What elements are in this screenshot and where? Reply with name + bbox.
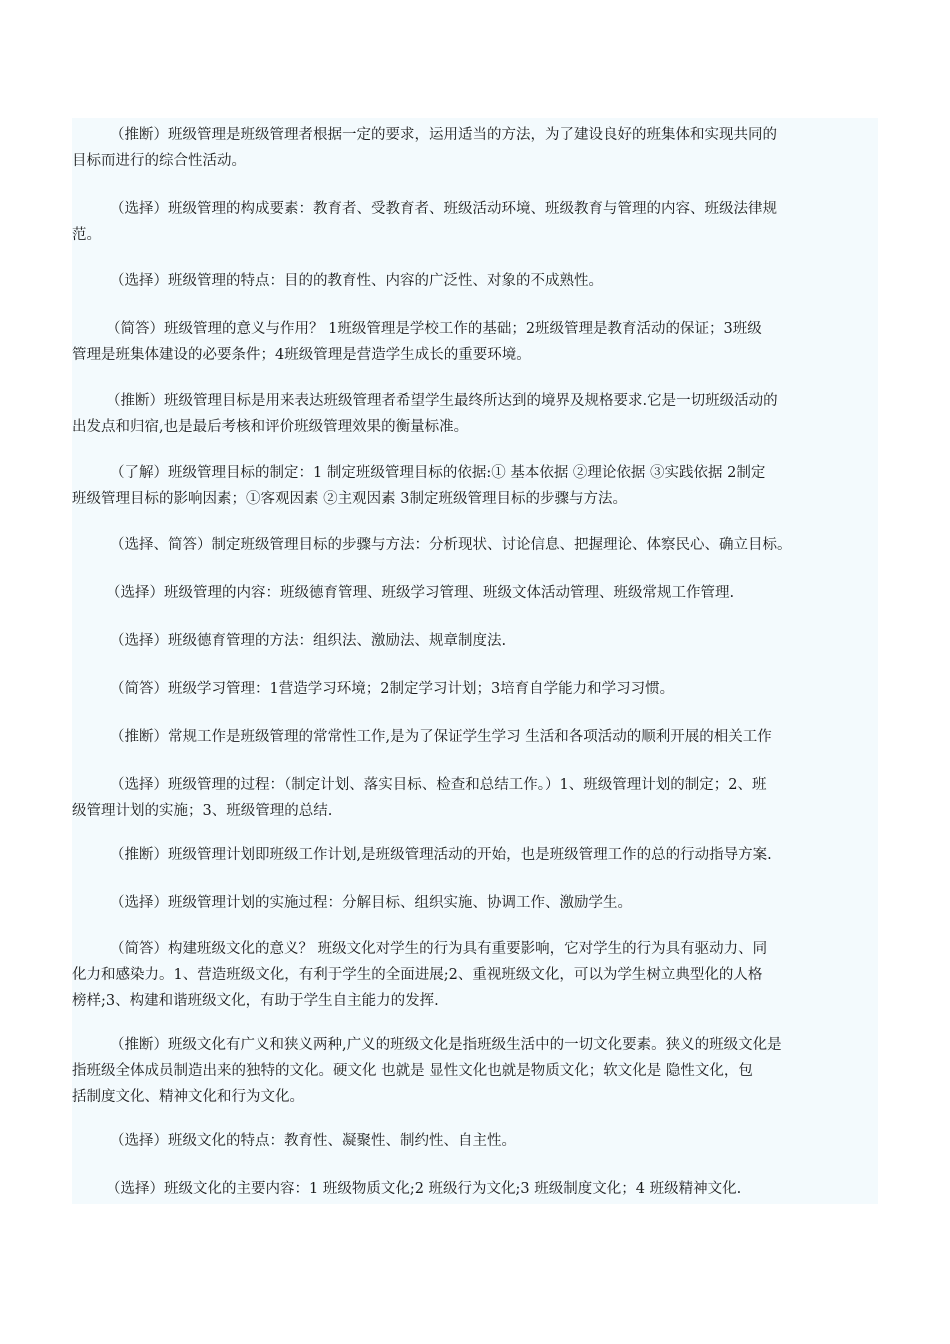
paragraph-10-line-1: （简答）班级学习管理：1营造学习环境；2制定学习计划；3培育自学能力和学习习惯。 <box>110 681 675 697</box>
document-body <box>72 118 878 1204</box>
paragraph-8 <box>72 580 878 606</box>
paragraph-1-line-2: 目标而进行的综合性活动。 <box>72 153 246 169</box>
paragraph-10 <box>72 676 878 702</box>
paragraph-2-line-1: （选择）班级管理的构成要素：教育者、受教育者、班级活动环境、班级教育与管理的内容、班级法律规 <box>110 201 777 217</box>
paragraph-12-line-1: （选择）班级管理的过程：（制定计划、落实目标、检查和总结工作。）1、班级管理计划的制定；2、班 <box>110 777 767 793</box>
paragraph-12 <box>72 772 878 824</box>
paragraph-17 <box>72 1128 878 1154</box>
paragraph-16-line-1: （推断）班级文化有广义和狭义两种,广义的班级文化是指班级生活中的一切文化要素。狭义的班级文化是 <box>110 1037 782 1053</box>
paragraph-1 <box>72 122 878 174</box>
paragraph-6 <box>72 460 878 512</box>
paragraph-9-line-1: （选择）班级德育管理的方法：组织法、激励法、规章制度法. <box>110 633 507 649</box>
paragraph-7 <box>72 532 878 558</box>
paragraph-9 <box>72 628 878 654</box>
paragraph-5 <box>72 388 878 440</box>
paragraph-18 <box>72 1176 878 1202</box>
paragraph-18-line-1: （选择）班级文化的主要内容：1 班级物质文化;2 班级行为文化;3 班级制度文化；4 班级精神文化. <box>106 1181 742 1197</box>
paragraph-14-line-1: （选择）班级管理计划的实施过程：分解目标、组织实施、协调工作、激励学生。 <box>110 895 632 911</box>
paragraph-17-line-1: （选择）班级文化的特点：教育性、凝聚性、制约性、自主性。 <box>110 1133 516 1149</box>
paragraph-7-line-1: （选择、简答）制定班级管理目标的步骤与方法：分析现状、讨论信息、把握理论、体察民心、确立目标。 <box>110 537 792 553</box>
paragraph-6-line-1: （了解）班级管理目标的制定：1 制定班级管理目标的依据:① 基本依据 ②理论依据 ③实践依据 2制定 <box>110 465 766 481</box>
paragraph-16 <box>72 1032 878 1110</box>
paragraph-2-line-2: 范。 <box>72 227 101 243</box>
paragraph-16-line-2: 指班级全体成员制造出来的独特的文化。硬文化 也就是 显性文化也就是物质文化；软文化是 隐性文化，包 <box>72 1063 753 1079</box>
paragraph-4-line-1: （简答）班级管理的意义与作用？ 1班级管理是学校工作的基础；2班级管理是教育活动的保证；3班级 <box>106 321 762 337</box>
paragraph-15 <box>72 936 878 1014</box>
paragraph-14 <box>72 890 878 916</box>
paragraph-11-line-1: （推断）常规工作是班级管理的常常性工作,是为了保证学生学习 生活和各项活动的顺利开展的相关工作 <box>110 729 772 745</box>
paragraph-2 <box>72 196 878 248</box>
paragraph-16-line-3: 括制度文化、精神文化和行为文化。 <box>72 1089 304 1105</box>
paragraph-3-line-1: （选择）班级管理的特点：目的的教育性、内容的广泛性、对象的不成熟性。 <box>110 273 603 289</box>
paragraph-12-line-2: 级管理计划的实施；3、班级管理的总结. <box>72 803 333 819</box>
paragraph-15-line-2: 化力和感染力。1、营造班级文化，有利于学生的全面进展;2、重视班级文化，可以为学生树立典型化的人格 <box>72 967 763 983</box>
paragraph-4-line-2: 管理是班集体建设的必要条件；4班级管理是营造学生成长的重要环境。 <box>72 347 531 363</box>
paragraph-15-line-3: 榜样;3、构建和谐班级文化，有助于学生自主能力的发挥. <box>72 993 439 1009</box>
paragraph-8-line-1: （选择）班级管理的内容：班级德育管理、班级学习管理、班级文体活动管理、班级常规工作管理. <box>106 585 735 601</box>
paragraph-15-line-1: （简答）构建班级文化的意义？ 班级文化对学生的行为具有重要影响，它对学生的行为具有驱动力、同 <box>110 941 768 957</box>
paragraph-13-line-1: （推断）班级管理计划即班级工作计划,是班级管理活动的开始，也是班级管理工作的总的行动指导方案. <box>110 847 772 863</box>
paragraph-11 <box>72 724 878 750</box>
paragraph-1-line-1: （推断）班级管理是班级管理者根据一定的要求，运用适当的方法，为了建设良好的班集体和实现共同的 <box>110 127 777 143</box>
paragraph-5-line-2: 出发点和归宿,也是最后考核和评价班级管理效果的衡量标准。 <box>72 419 469 435</box>
paragraph-3 <box>72 268 878 294</box>
paragraph-13 <box>72 842 878 868</box>
paragraph-6-line-2: 班级管理目标的影响因素；①客观因素 ②主观因素 3制定班级管理目标的步骤与方法。 <box>72 491 627 507</box>
paragraph-4 <box>72 316 878 368</box>
paragraph-5-line-1: （推断）班级管理目标是用来表达班级管理者希望学生最终所达到的境界及规格要求.它是一切班级活动的 <box>106 393 778 409</box>
